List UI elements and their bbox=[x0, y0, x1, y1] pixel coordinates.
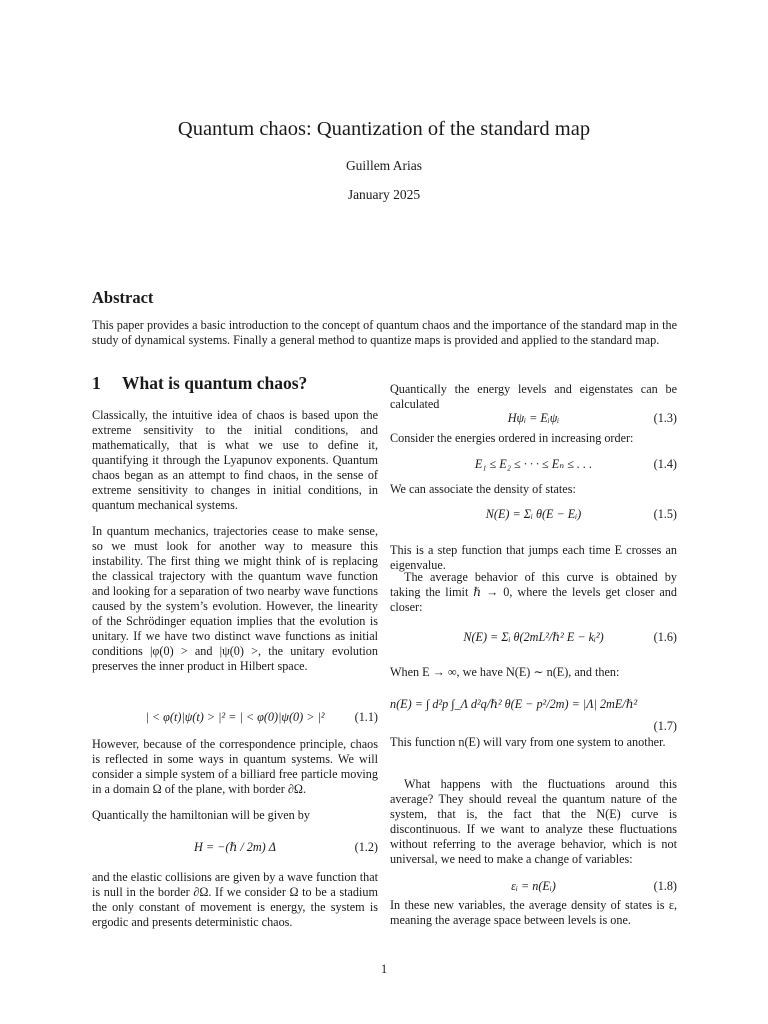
paper-title: Quantum chaos: Quantization of the standard map bbox=[177, 118, 591, 140]
equation-1-5 bbox=[390, 507, 677, 531]
equation-number: (1.7) bbox=[653, 719, 677, 733]
equation-1-2 bbox=[92, 840, 378, 864]
paragraph: Classically, the intuitive idea of chaos is based upon the extreme sensitivity to the initial conditions, and mathematically, that is what we use to define it, quantifying it through the Lyapunov exponents. Quantum chaos began as an attempt to find chaos, in the sense of extreme sensitivity to changes in initial conditions, in quantum mechanical systems. bbox=[92, 408, 378, 512]
paragraph: In quantum mechanics, trajectories cease to make sense, so we must look for another way to measure this instability. The first thing we might think of is replacing the classical trajectory with the quantum wave function and looking for a separation of two nearby wave functions caused by the system’s evolution. However, the linearity of the Schrödinger equation implies that the evolution is unitary. If we have two distinct wave functions as initial conditions |φ(0) > and |ψ(0) >, the unitary evolution preserves the inner product in Hilbert space. bbox=[92, 524, 378, 673]
page-number: 1 bbox=[380, 962, 388, 976]
equation-1-6 bbox=[390, 630, 677, 654]
paragraph: Consider the energies ordered in increasing order: bbox=[390, 431, 634, 445]
paragraph: This function n(E) will vary from one system to another. bbox=[390, 735, 666, 749]
section-number: 1 bbox=[92, 373, 101, 393]
equation-body: H = −(ℏ / 2m) Δ bbox=[194, 840, 276, 854]
equation-body: | < φ(t)|ψ(t) > |² = | < φ(0)|ψ(0) > |² bbox=[145, 710, 325, 724]
equation-1-7 bbox=[390, 697, 677, 733]
paragraph: However, because of the correspondence principle, chaos is reflected in some ways in quantum systems. We will consider a simple system of a billiard free particle moving in a domain Ω of the plane, with border ∂Ω. bbox=[92, 737, 378, 796]
abstract-text: This paper provides a basic introduction to the concept of quantum chaos and the importance of the standard map in the study of dynamical systems. Finally a general method to quantize maps is provided and applied to the standard map. bbox=[92, 318, 677, 347]
equation-number: (1.4) bbox=[653, 457, 677, 471]
equation-number: (1.5) bbox=[653, 507, 677, 521]
paragraph: This is a step function that jumps each time E crosses an eigenvalue. bbox=[390, 543, 677, 572]
section-title: What is quantum chaos? bbox=[122, 373, 308, 393]
equation-number: (1.8) bbox=[653, 879, 677, 893]
equation-1-4 bbox=[390, 457, 677, 481]
equation-number: (1.2) bbox=[354, 840, 378, 854]
paragraph: In these new variables, the average density of states is ε, meaning the average space between levels is one. bbox=[390, 898, 677, 927]
equation-body: N(E) = Σᵢ θ(E − Eᵢ) bbox=[485, 507, 582, 521]
paragraph: What happens with the fluctuations around this average? They should reveal the quantum nature of the system, that is, the fact that the N(E) curve is discontinuous. If we want to analyze these fluctuations without referring to the average behavior, which is not universal, we need to make a change of variables: bbox=[390, 777, 677, 866]
abstract-heading: Abstract bbox=[92, 288, 154, 307]
equation-1-1 bbox=[92, 710, 378, 734]
equation-body: E₁ ≤ E₂ ≤ · · · ≤ Eₙ ≤ . . . bbox=[474, 457, 593, 471]
equation-number: (1.3) bbox=[653, 411, 677, 425]
paragraph: and the elastic collisions are given by a wave function that is null in the border ∂Ω. If we consider Ω to be a stadium the only constant of movement is energy, the system is ergodic and presents deterministic chaos. bbox=[92, 870, 378, 929]
author-name: Guillem Arias bbox=[345, 158, 423, 173]
equation-body: n(E) = ∫ d²p ∫_Λ d²q/ℏ² θ(E − p²/2m) = |Λ| 2mE/ℏ² bbox=[390, 697, 638, 711]
equation-body: N(E) = Σᵢ θ(2mL²/ℏ² E − kᵢ²) bbox=[463, 630, 604, 644]
paragraph: Quantically the energy levels and eigenstates can be calculated bbox=[390, 382, 677, 411]
publication-date: January 2025 bbox=[347, 187, 421, 202]
equation-body: Hψᵢ = Eᵢψᵢ bbox=[507, 411, 560, 425]
paragraph: When E → ∞, we have N(E) ∼ n(E), and then: bbox=[390, 665, 620, 679]
paragraph: Quantically the hamiltonian will be given by bbox=[92, 808, 310, 822]
equation-body: εᵢ = n(Eᵢ) bbox=[511, 879, 556, 893]
paragraph: We can associate the density of states: bbox=[390, 482, 576, 496]
section-heading bbox=[92, 373, 308, 393]
equation-number: (1.6) bbox=[653, 630, 677, 644]
equation-number: (1.1) bbox=[354, 710, 378, 724]
paragraph: The average behavior of this curve is obtained by taking the limit ℏ → 0, where the levels get closer and closer: bbox=[390, 570, 677, 614]
